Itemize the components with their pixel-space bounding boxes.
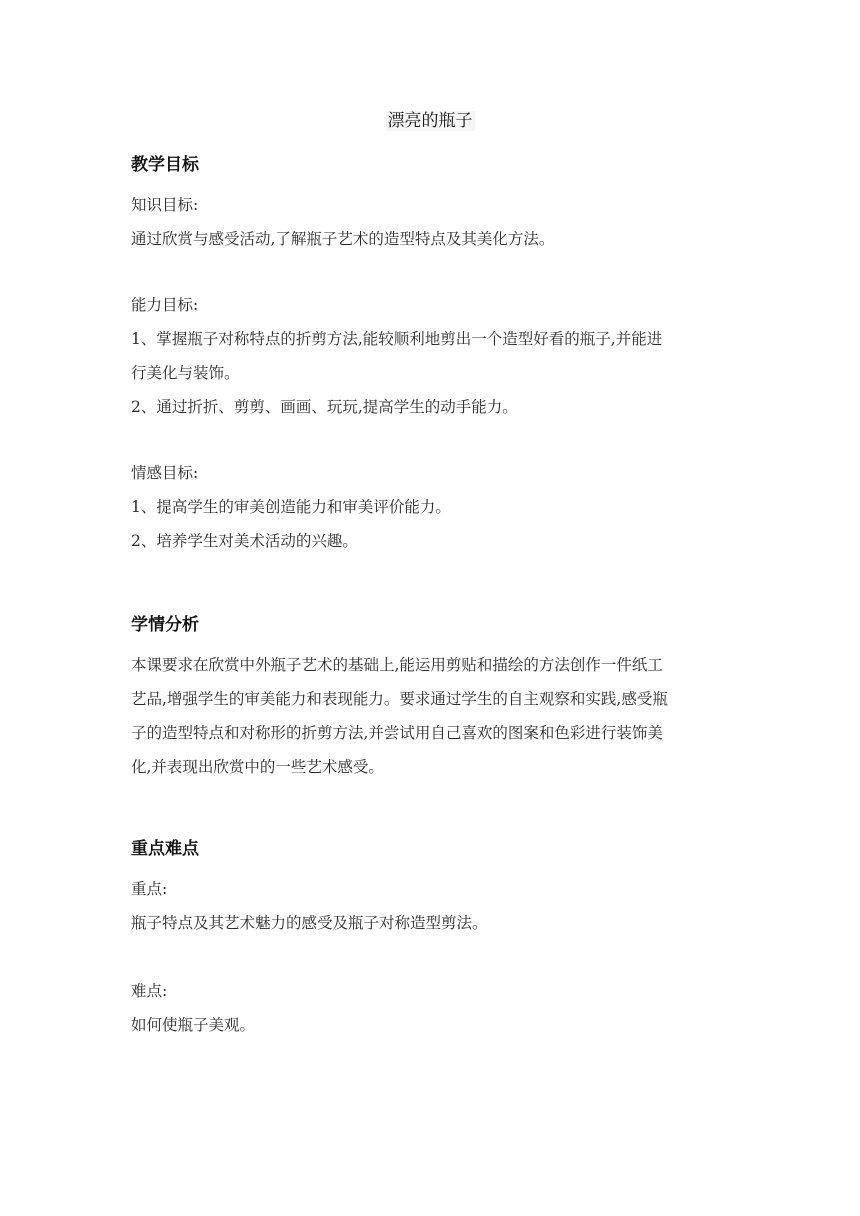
document-title-text: 漂亮的瓶子 [387,111,473,131]
difficult-point-label: 难点: [131,982,168,1000]
emotion-item-2: 2、培养学生对美术活动的兴趣。 [131,532,358,550]
emotion-objective-label: 情感目标: [131,464,199,482]
analysis-line-3: 子的造型特点和对称形的折剪方法,并尝试用自己喜欢的图案和色彩进行装饰美 [131,724,663,742]
ability-objective-label: 能力目标: [131,296,199,314]
analysis-heading: 学情分析 [131,615,199,635]
document-title [0,108,860,134]
knowledge-objective-text: 通过欣赏与感受活动,了解瓶子艺术的造型特点及其美化方法。 [131,230,555,248]
key-point-label: 重点: [131,880,168,898]
key-points-heading: 重点难点 [131,839,199,859]
analysis-line-4: 化,并表现出欣赏中的一些艺术感受。 [131,758,384,776]
key-point-text: 瓶子特点及其艺术魅力的感受及瓶子对称造型剪法。 [131,914,488,932]
analysis-line-1: 本课要求在欣赏中外瓶子艺术的基础上,能运用剪贴和描绘的方法创作一件纸工 [131,656,663,674]
difficult-point-text: 如何使瓶子美观。 [131,1016,256,1034]
ability-item-2: 2、通过折折、剪剪、画画、玩玩,提高学生的动手能力。 [131,398,518,416]
objectives-heading: 教学目标 [131,155,199,175]
emotion-item-1: 1、提高学生的审美创造能力和审美评价能力。 [131,498,451,516]
ability-item-1-line-2: 行美化与装饰。 [131,364,240,382]
analysis-line-2: 艺品,增强学生的审美能力和表现能力。要求通过学生的自主观察和实践,感受瓶 [131,690,668,708]
ability-item-1-line-1: 1、掌握瓶子对称特点的折剪方法,能较顺利地剪出一个造型好看的瓶子,并能进 [131,330,663,348]
knowledge-objective-label: 知识目标: [131,196,199,214]
